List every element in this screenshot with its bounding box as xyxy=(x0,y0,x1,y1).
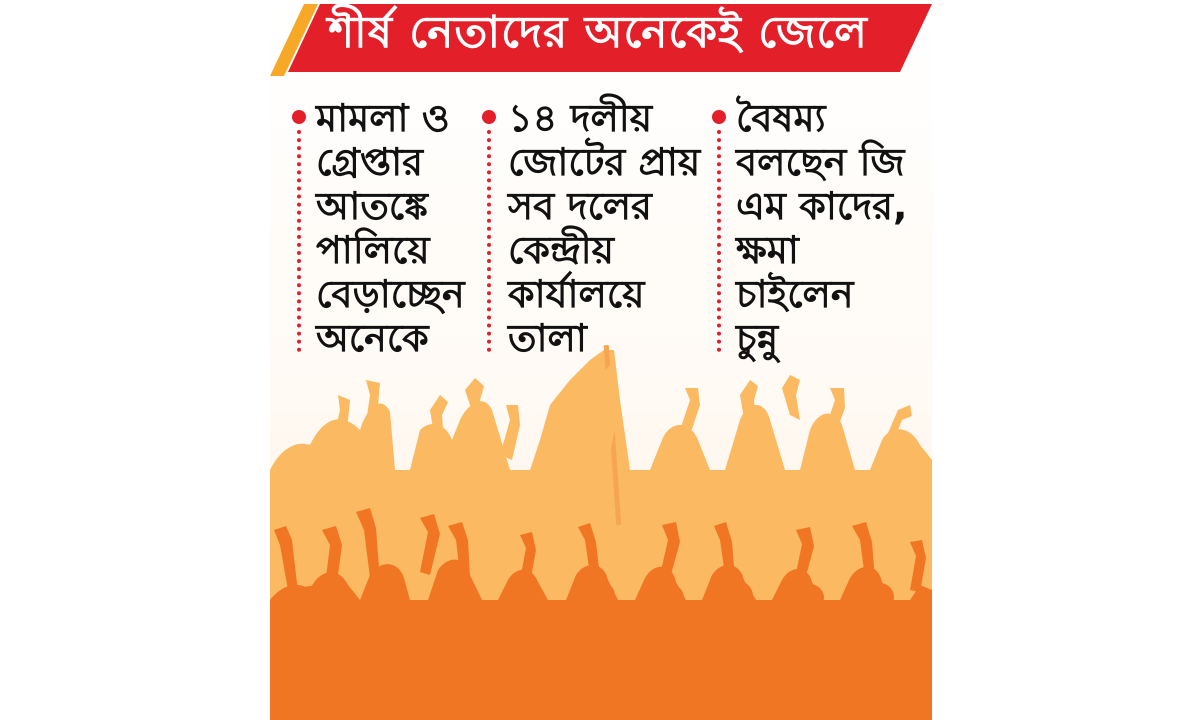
bullet-text-line: কেন্দ্রীয় xyxy=(508,228,614,272)
bullet-dot xyxy=(292,110,306,124)
bullet-dot xyxy=(482,110,496,124)
bullet-text-line: পালিয়ে xyxy=(316,228,430,272)
bullet-text-line: ক্ষমা xyxy=(736,228,799,272)
infographic-title: শীর্ষ নেতাদের অনেকেই জেলে xyxy=(328,6,868,58)
bullet-text-line: বলছেন জি xyxy=(736,140,905,184)
bullet-text-line: মামলা ও xyxy=(316,96,450,140)
bullet-text-line: গ্রেপ্তার xyxy=(316,140,424,184)
bullet-text-line: এম কাদের, xyxy=(736,184,908,228)
bullet-column-3 xyxy=(736,96,907,360)
bullet-text-line: জোটের প্রায় xyxy=(508,140,701,184)
bullet-text-line: বেড়াচ্ছেন xyxy=(316,272,465,316)
bullet-text-line: বৈষম্য xyxy=(736,96,826,140)
bullet-text-line: ১৪ দলীয় xyxy=(508,96,653,140)
bullet-dotted-line xyxy=(297,130,301,352)
bullet-dotted-line xyxy=(717,130,721,352)
bullet-dot xyxy=(712,110,726,124)
bullet-text-line: আতঙ্কে xyxy=(316,184,428,228)
bullet-text-line: সব দলের xyxy=(508,184,652,228)
bullet-text-line: তালা xyxy=(508,316,587,360)
bullet-column-2 xyxy=(508,96,700,360)
bullet-text-line: চাইলেন xyxy=(736,272,854,316)
bullet-column-1 xyxy=(316,96,465,360)
bullet-text-line: অনেকে xyxy=(316,316,429,360)
bullet-text-line: কার্যালয়ে xyxy=(508,272,645,316)
bullet-dotted-line xyxy=(487,130,491,352)
bullet-text-line: চুন্নু xyxy=(736,316,779,360)
